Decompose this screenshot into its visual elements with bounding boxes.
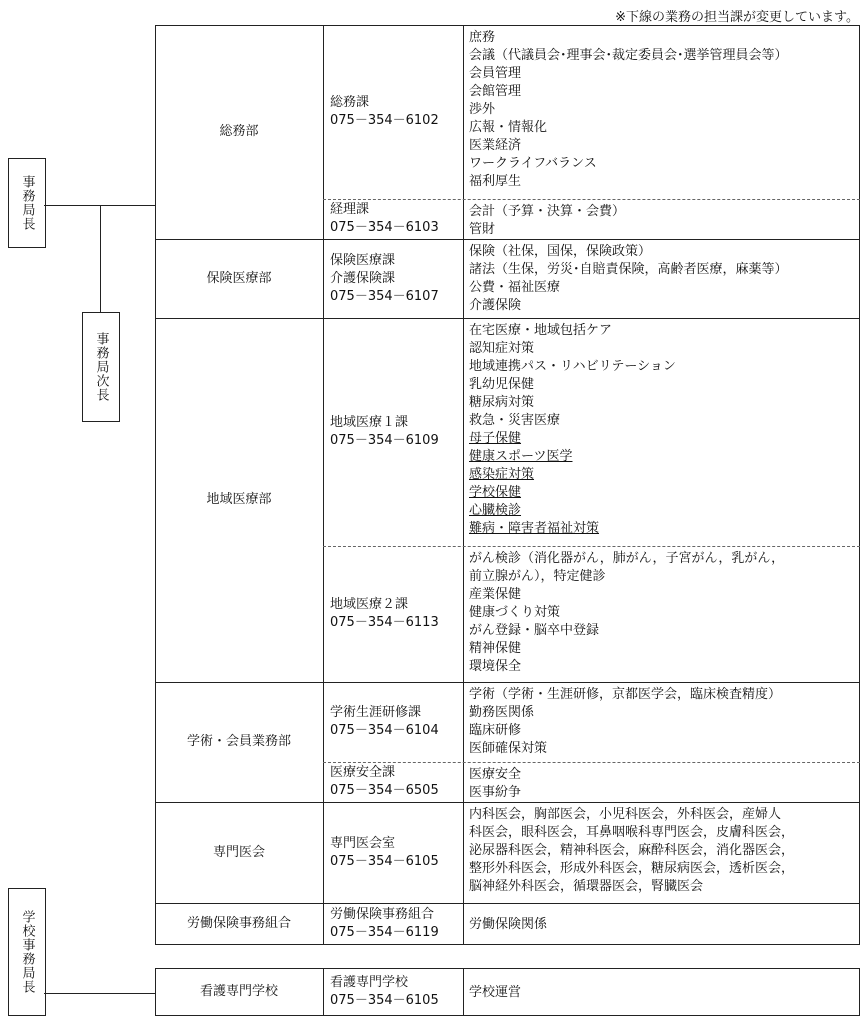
section-tasks [463, 548, 860, 682]
connector-deputy [100, 205, 101, 312]
task-item: 脳神経外科医会，循環器医会，腎臓医会 [469, 879, 704, 894]
task-item: 福利厚生 [469, 174, 522, 189]
section-phone: 075－354－6102 [330, 113, 439, 128]
dept-insurance-medical: 保険医療部 [206, 270, 272, 286]
task-item: 心臓検診 [469, 503, 522, 518]
section-name: 経理課 [330, 202, 370, 217]
section-tasks [463, 804, 860, 903]
section-name: 専門医会室 [330, 835, 396, 851]
section-cell [323, 682, 463, 762]
task-item: 精神保健 [469, 641, 522, 656]
dept-community-medical: 地域医療部 [206, 492, 272, 507]
section-cell [323, 762, 463, 802]
section-nursing-school [323, 968, 463, 1016]
task-item: 健康づくり対策 [469, 605, 561, 620]
section-tasks [463, 764, 860, 802]
section-phone: 075－354－6113 [330, 615, 439, 630]
dept-nursing-school: 看護専門学校 [199, 984, 278, 999]
dept-labor-insurance: 労働保険事務組合 [186, 916, 291, 931]
task-item: 認知症対策 [469, 341, 535, 356]
task-item: 医療安全 [469, 767, 522, 782]
section-tasks [463, 201, 860, 239]
task-item: 学校保健 [469, 485, 522, 500]
secretary-general-box: 事務局長 [8, 158, 46, 248]
task-item: 内科医会，胸部医会，小児科医会，外科医会，産婦人 [469, 807, 782, 822]
task-item: 保険（社保，国保，保険政策） [469, 244, 652, 259]
section-phone: 075－354－6105 [330, 853, 439, 869]
task-item: ワークライフバランス [469, 156, 597, 171]
task-item: がん登録・脳卒中登録 [469, 623, 600, 638]
section-cell [323, 802, 463, 903]
task-item: がん検診（消化器がん，肺がん，子宮がん，乳がん， [469, 551, 785, 566]
task-item: 公費・福祉医療 [469, 280, 561, 295]
task-item: 医事紛争 [469, 785, 522, 800]
task-item: 介護保険 [469, 298, 522, 313]
section-phone: 075－354－6119 [330, 925, 439, 940]
task-item: 科医会，眼科医会，耳鼻咽喉科専門医会，皮膚科医会， [469, 825, 795, 840]
task-item: 乳幼児保健 [469, 377, 535, 392]
task-item: 会館管理 [469, 84, 522, 99]
task-item: 在宅医療・地域包括ケア [469, 323, 613, 338]
task-item: 糖尿病対策 [469, 395, 535, 410]
section-phone: 075－354－6505 [330, 783, 439, 798]
section-name: 医療安全課 [330, 765, 396, 780]
section-cell [323, 199, 463, 239]
task-item: 諸法（生保，労災･自賠責保険，高齢者医療，麻薬等） [469, 262, 788, 277]
section-tasks [463, 320, 860, 546]
task-item: 産業保健 [469, 587, 522, 602]
task-item: 泌尿器科医会，精神科医会，麻酔科医会，消化器医会， [469, 843, 795, 858]
task-item: 広報・情報化 [469, 120, 548, 135]
dept-academic-member: 学術・会員業務部 [186, 734, 291, 749]
task-item: 学校運営 [469, 985, 522, 1000]
section-name: 保険医療課 [330, 252, 396, 268]
section-phone: 075－354－6103 [330, 220, 439, 235]
task-item: 健康スポーツ医学 [469, 449, 573, 464]
section-name: 学術生涯研修課 [330, 705, 422, 720]
section-cell [323, 318, 463, 546]
section-name: 労働保険事務組合 [330, 907, 435, 922]
section-phone: 075－354－6107 [330, 288, 439, 304]
section-cell [323, 239, 463, 318]
section-phone: 075－354－6105 [330, 993, 439, 1008]
section-phone: 075－354－6109 [330, 433, 439, 448]
section-tasks [463, 241, 860, 318]
task-item: 勤務医関係 [469, 705, 535, 720]
task-item: 医業経済 [469, 138, 522, 153]
dept-specialist-associations: 専門医会 [212, 844, 265, 860]
task-item: 前立腺がん），特定健診 [469, 569, 606, 584]
connector-school [44, 993, 155, 994]
section-tasks [463, 905, 860, 945]
task-item: 会計（予算・決算・会費） [469, 204, 626, 219]
task-item: 感染症対策 [469, 467, 535, 482]
tasks-nursing-school [463, 968, 860, 1016]
task-item: 難病・障害者福祉対策 [469, 521, 600, 536]
school-secretary-general-box: 学校事務局長 [8, 888, 46, 1016]
task-item: 会員管理 [469, 66, 522, 81]
task-item: 整形外科医会，形成外科医会，糖尿病医会，透析医会， [469, 861, 795, 876]
task-item: 会議（代議員会･理事会･裁定委員会･選挙管理員会等） [469, 48, 788, 63]
task-item: 臨床研修 [469, 723, 522, 738]
section-name: 介護保険課 [330, 270, 396, 286]
section-name: 地域医療２課 [330, 597, 409, 612]
task-item: 渉外 [469, 102, 496, 117]
task-item: 地域連携パス・リハビリテーション [469, 359, 676, 374]
dept-general-affairs: 総務部 [219, 124, 259, 139]
task-item: 労働保険関係 [469, 917, 548, 932]
section-name: 地域医療１課 [330, 415, 409, 430]
deputy-secretary-general-box: 事務局次長 [82, 312, 120, 422]
change-note: ※下線の業務の担当課が変更しています。 [615, 10, 859, 25]
task-item: 母子保健 [469, 431, 522, 446]
task-item: 救急・災害医療 [469, 413, 561, 428]
task-item: 庶務 [469, 30, 496, 45]
section-name: 看護専門学校 [330, 975, 409, 990]
section-cell [323, 903, 463, 945]
task-item: 学術（学術・生涯研修，京都医学会，臨床検査精度） [469, 687, 782, 702]
section-tasks [463, 684, 860, 762]
section-cell [323, 546, 463, 682]
section-phone: 075－354－6104 [330, 723, 439, 738]
task-item: 環境保全 [469, 659, 522, 674]
section-tasks [463, 27, 860, 199]
task-item: 管財 [469, 222, 496, 237]
section-cell [323, 25, 463, 199]
section-name: 総務課 [330, 95, 370, 110]
task-item: 医師確保対策 [469, 741, 548, 756]
